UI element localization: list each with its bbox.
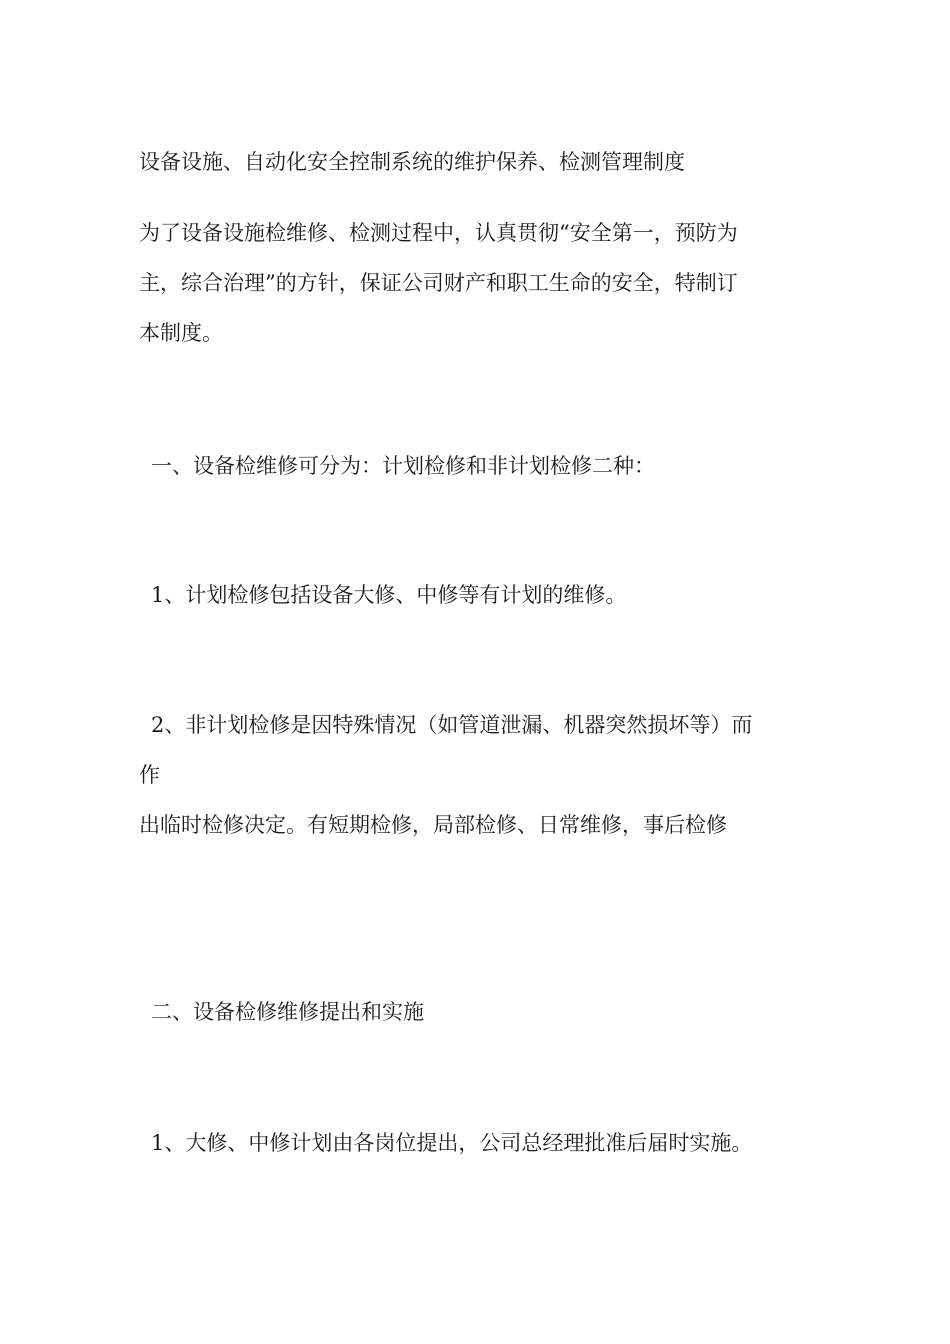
section1-item2-line-1: 2、非计划检修是因特殊情况（如管道泄漏、机器突然损坏等）而: [151, 713, 753, 737]
intro-line-2: 主，综合治理”的方针，保证公司财产和职工生命的安全，特制订: [139, 271, 738, 295]
section1-item2-line-2: 作: [139, 763, 160, 787]
section1-heading: 一、设备检维修可分为：计划检修和非计划检修二种：: [151, 454, 655, 478]
section1-item1: 1、计划检修包括设备大修、中修等有计划的维修。: [151, 583, 627, 607]
section1-item2-line-3: 出临时检修决定。有短期检修，局部检修、日常维修，事后检修: [139, 813, 727, 837]
intro-line-1: 为了设备设施检维修、检测过程中，认真贯彻“安全第一，预防为: [139, 221, 738, 245]
intro-line-3: 本制度。: [139, 321, 223, 345]
section2-heading: 二、设备检修维修提出和实施: [151, 1000, 424, 1024]
section2-item1: 1、大修、中修计划由各岗位提出，公司总经理批准后届时实施。: [151, 1131, 753, 1155]
document-title: 设备设施、自动化安全控制系统的维护保养、检测管理制度: [139, 150, 685, 174]
